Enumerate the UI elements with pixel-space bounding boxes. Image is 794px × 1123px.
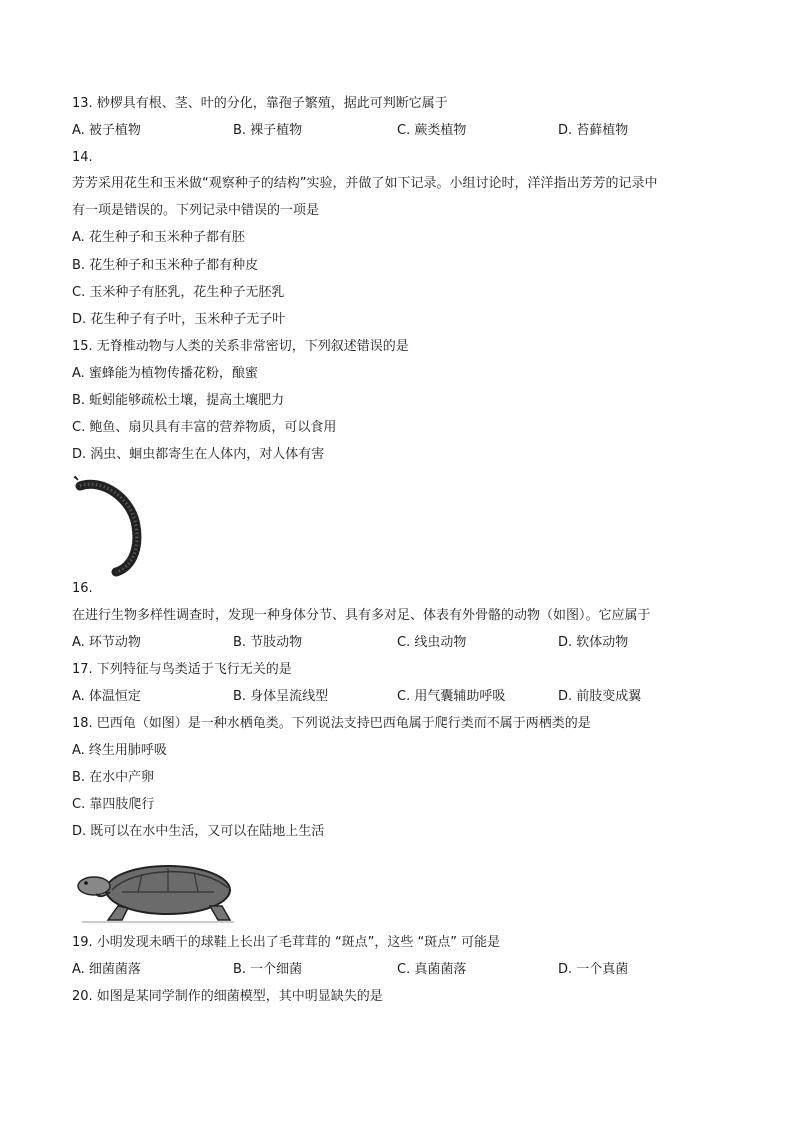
q13-option-d: D. 苔藓植物 xyxy=(558,123,629,138)
q19-option-b: B. 一个细菌 xyxy=(233,962,303,977)
q18-stem: 18. 巴西龟（如图）是一种水栖龟类。下列说法支持巴西龟属于爬行类而不属于两栖类的是 xyxy=(72,716,591,731)
q17-option-b: B. 身体呈流线型 xyxy=(233,689,329,704)
q20-stem: 20. 如图是某同学制作的细菌模型，其中明显缺失的是 xyxy=(72,989,383,1004)
q13-stem: 13. 桫椤具有根、茎、叶的分化，靠孢子繁殖，据此可判断它属于 xyxy=(72,96,448,111)
turtle-figure xyxy=(72,852,238,926)
q17-stem: 17. 下列特征与鸟类适于飞行无关的是 xyxy=(72,662,292,677)
q17-option-d: D. 前肢变成翼 xyxy=(558,689,642,704)
q16-option-d: D. 软体动物 xyxy=(558,635,629,650)
q19-option-a: A. 细菌菌落 xyxy=(72,962,141,977)
q15-option-b: B. 蚯蚓能够疏松土壤，提高土壤肥力 xyxy=(72,393,285,408)
q18-option-d: D. 既可以在水中生活，又可以在陆地上生活 xyxy=(72,824,325,839)
q15-option-d: D. 涡虫、蛔虫都寄生在人体内，对人体有害 xyxy=(72,447,325,462)
q17-option-c: C. 用气囊辅助呼吸 xyxy=(397,689,506,704)
q15-option-a: A. 蜜蜂能为植物传播花粉，酿蜜 xyxy=(72,366,258,381)
q14-option-b: B. 花生种子和玉米种子都有种皮 xyxy=(72,258,259,273)
q18-option-a: A. 终生用肺呼吸 xyxy=(72,743,167,758)
q16-number: 16. xyxy=(72,581,93,596)
q19-option-c: C. 真菌菌落 xyxy=(397,962,467,977)
millipede-figure xyxy=(72,476,152,578)
q14-number: 14. xyxy=(72,150,93,165)
q14-option-c: C. 玉米种子有胚乳，花生种子无胚乳 xyxy=(72,285,285,300)
q16-option-c: C. 线虫动物 xyxy=(397,635,467,650)
q13-option-c: C. 蕨类植物 xyxy=(397,123,467,138)
q16-stem: 在进行生物多样性调查时，发现一种身体分节、具有多对足、体表有外骨骼的动物（如图）。它应属于 xyxy=(72,608,651,623)
q17-option-a: A. 体温恒定 xyxy=(72,689,141,704)
q18-option-c: C. 靠四肢爬行 xyxy=(72,797,155,812)
q16-option-b: B. 节肢动物 xyxy=(233,635,303,650)
q14-stem-line2: 有一项是错误的。下列记录中错误的一项是 xyxy=(72,203,320,218)
q13-option-a: A. 被子植物 xyxy=(72,123,141,138)
q16-option-a: A. 环节动物 xyxy=(72,635,141,650)
q14-option-a: A. 花生种子和玉米种子都有胚 xyxy=(72,230,245,245)
q18-option-b: B. 在水中产卵 xyxy=(72,770,155,785)
q14-stem-line1: 芳芳采用花生和玉米做“观察种子的结构”实验，并做了如下记录。小组讨论时，洋洋指出芳芳的记录中 xyxy=(72,176,658,191)
q19-option-d: D. 一个真菌 xyxy=(558,962,629,977)
q15-option-c: C. 鲍鱼、扇贝具有丰富的营养物质，可以食用 xyxy=(72,420,337,435)
q15-stem: 15. 无脊椎动物与人类的关系非常密切，下列叙述错误的是 xyxy=(72,339,409,354)
q19-stem: 19. 小明发现未晒干的球鞋上长出了毛茸茸的 “斑点”，这些 “斑点” 可能是 xyxy=(72,935,501,950)
q14-option-d: D. 花生种子有子叶，玉米种子无子叶 xyxy=(72,312,286,327)
q13-option-b: B. 裸子植物 xyxy=(233,123,303,138)
